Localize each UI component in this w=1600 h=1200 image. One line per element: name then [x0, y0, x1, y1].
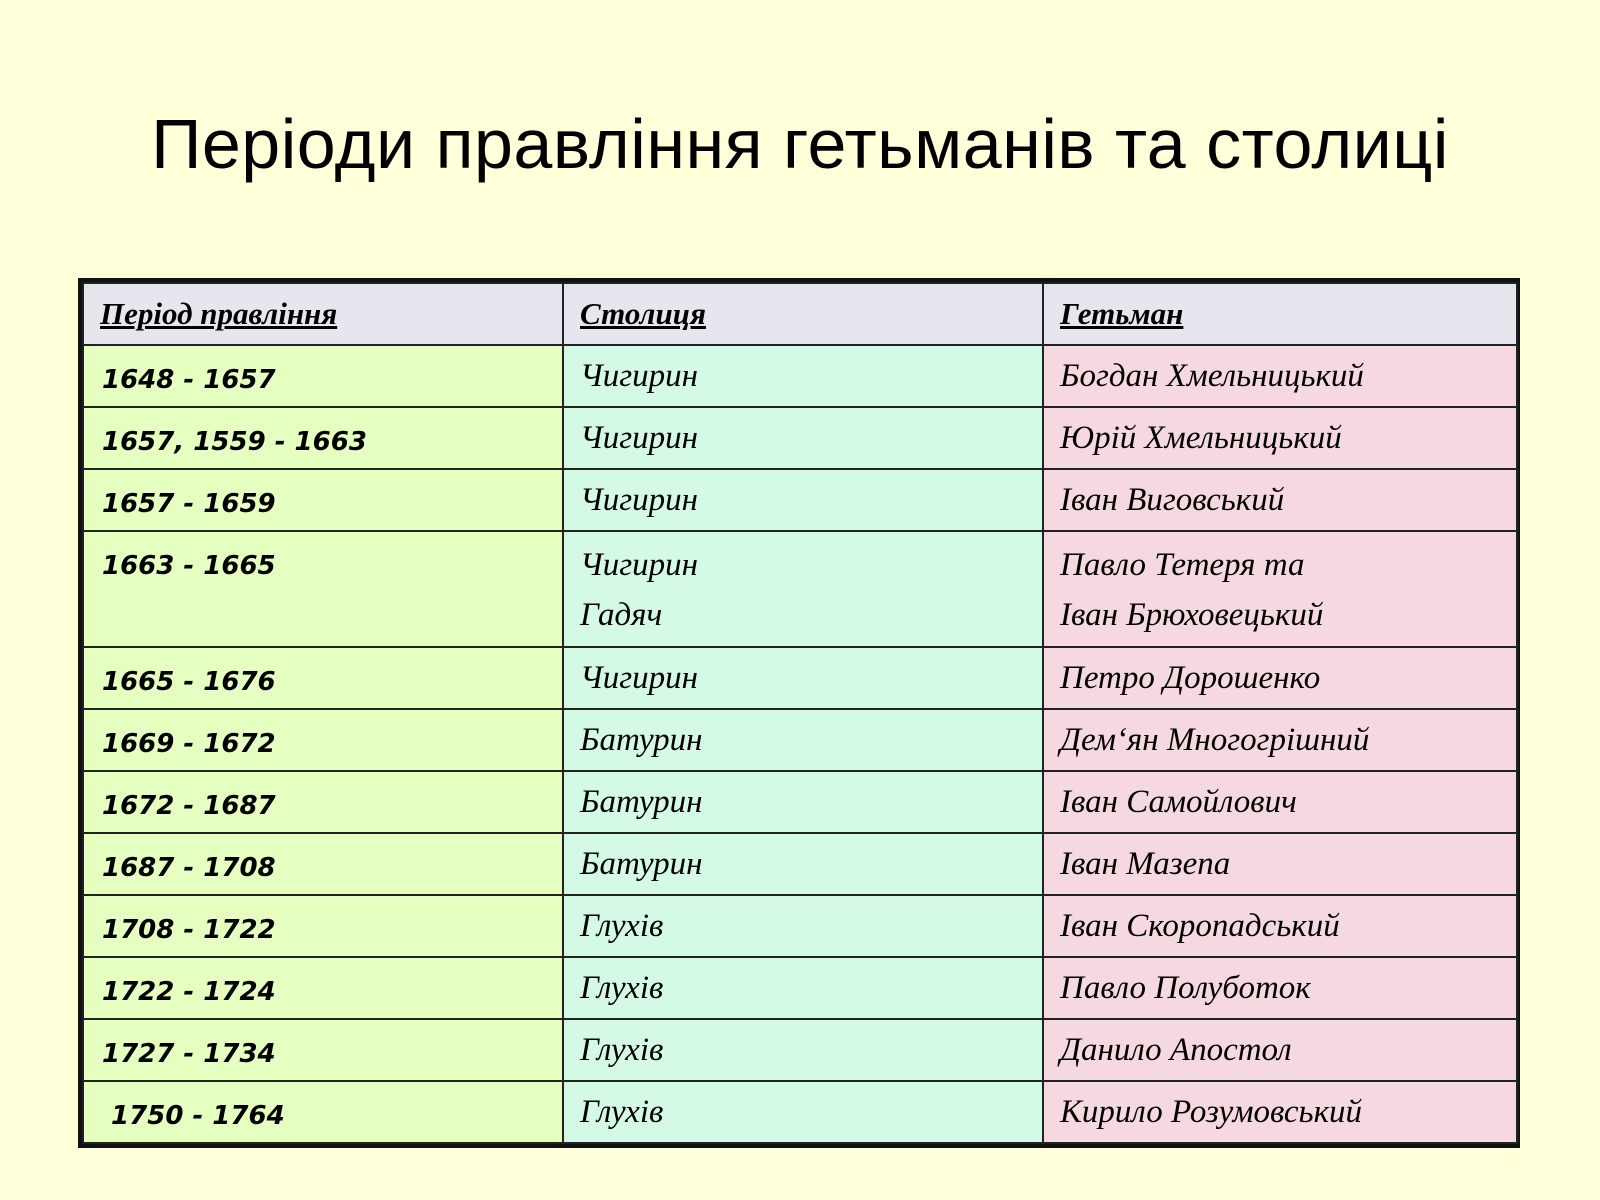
- period-cell: [83, 345, 563, 407]
- table-row: [83, 345, 1517, 407]
- hetman-cell: [1043, 1081, 1517, 1143]
- hetman-text: Данило Апостол: [1060, 1032, 1292, 1068]
- table-row: [83, 647, 1517, 709]
- period-cell: [83, 407, 563, 469]
- period-text: 1687 - 1708: [102, 853, 276, 883]
- capital-cell: [563, 345, 1043, 407]
- table-row: [83, 469, 1517, 531]
- capital-text: Глухів: [580, 1032, 664, 1068]
- capital-text: Глухів: [580, 1094, 664, 1130]
- period-cell: [83, 833, 563, 895]
- table-row: [83, 1019, 1517, 1081]
- hetmans-table-grid: [82, 282, 1518, 1144]
- period-text: 1727 - 1734: [102, 1039, 276, 1069]
- period-text: 1663 - 1665: [102, 551, 276, 581]
- capital-cell: [563, 531, 1043, 647]
- capital-cell: [563, 709, 1043, 771]
- hetman-cell: [1043, 345, 1517, 407]
- capital-cell: [563, 1019, 1043, 1081]
- hetman-cell: [1043, 709, 1517, 771]
- hetman-cell: [1043, 895, 1517, 957]
- capital-text: Чигирин: [580, 358, 698, 394]
- table-row: [83, 957, 1517, 1019]
- hetman-cell: [1043, 833, 1517, 895]
- table-header-row: [83, 283, 1517, 345]
- capital-text: Чигирин: [580, 482, 698, 518]
- hetman-cell: [1043, 647, 1517, 709]
- capital-text: Батурин: [580, 784, 703, 820]
- header-hetman: Гетьман: [1043, 283, 1517, 345]
- hetman-text: Кирило Розумовський: [1060, 1094, 1363, 1130]
- capital-text: Чигирин: [580, 660, 698, 696]
- period-text: 1708 - 1722: [102, 915, 276, 945]
- hetman-text: Дем‘ян Многогрішний: [1060, 722, 1370, 758]
- capital-cell: [563, 895, 1043, 957]
- capital-cell: [563, 647, 1043, 709]
- table-row: [83, 771, 1517, 833]
- period-cell: [83, 1019, 563, 1081]
- period-cell: [83, 709, 563, 771]
- header-period: Період правління: [83, 283, 563, 345]
- table-row: [83, 895, 1517, 957]
- period-text: 1672 - 1687: [102, 791, 276, 821]
- period-text: 1722 - 1724: [102, 977, 276, 1007]
- hetman-text: Павло Полуботок: [1060, 970, 1311, 1006]
- slide-title: Періоди правління гетьманів та столиці: [151, 105, 1449, 183]
- capital-cell: [563, 833, 1043, 895]
- period-cell: [83, 647, 563, 709]
- capital-cell: [563, 407, 1043, 469]
- period-cell: [83, 957, 563, 1019]
- hetman-text: Іван Брюховецький: [1060, 597, 1324, 633]
- hetman-text: Іван Самойлович: [1060, 784, 1297, 820]
- table-row: [83, 1081, 1517, 1143]
- capital-text: Глухів: [580, 970, 664, 1006]
- capital-text: Батурин: [580, 722, 703, 758]
- capital-text: Чигирин: [580, 547, 698, 583]
- table-row: [83, 833, 1517, 895]
- period-cell: [83, 1081, 563, 1143]
- hetman-cell: [1043, 771, 1517, 833]
- period-cell: [83, 469, 563, 531]
- capital-text: Глухів: [580, 908, 664, 944]
- table-body: [83, 345, 1517, 1143]
- period-cell: [83, 895, 563, 957]
- period-text: 1657, 1559 - 1663: [102, 427, 367, 457]
- hetman-text: Павло Тетеря та: [1060, 547, 1305, 583]
- capital-cell: [563, 957, 1043, 1019]
- period-cell: [83, 771, 563, 833]
- hetman-cell: [1043, 957, 1517, 1019]
- table-row: [83, 407, 1517, 469]
- hetman-text: Богдан Хмельницький: [1060, 358, 1364, 394]
- period-text: 1648 - 1657: [102, 365, 276, 395]
- period-text: 1750 - 1764: [102, 1101, 285, 1131]
- hetman-cell: [1043, 407, 1517, 469]
- capital-cell: [563, 771, 1043, 833]
- period-text: 1665 - 1676: [102, 667, 276, 697]
- hetman-text: Юрій Хмельницький: [1060, 420, 1342, 456]
- header-capital: Столиця: [563, 283, 1043, 345]
- period-text: 1669 - 1672: [102, 729, 276, 759]
- capital-text: Гадяч: [580, 597, 663, 633]
- capital-text: Батурин: [580, 846, 703, 882]
- period-text: 1657 - 1659: [102, 489, 276, 519]
- capital-cell: [563, 1081, 1043, 1143]
- capital-text: Чигирин: [580, 420, 698, 456]
- hetman-text: Іван Мазепа: [1060, 846, 1231, 882]
- hetmans-table: [78, 278, 1520, 1148]
- hetman-cell: [1043, 531, 1517, 647]
- table-row: [83, 709, 1517, 771]
- hetman-text: Іван Виговський: [1060, 482, 1285, 518]
- hetman-text: Іван Скоропадський: [1060, 908, 1340, 944]
- period-cell: [83, 531, 563, 647]
- hetman-cell: [1043, 1019, 1517, 1081]
- hetman-cell: [1043, 469, 1517, 531]
- capital-cell: [563, 469, 1043, 531]
- table-row: [83, 531, 1517, 647]
- hetman-text: Петро Дорошенко: [1060, 660, 1321, 696]
